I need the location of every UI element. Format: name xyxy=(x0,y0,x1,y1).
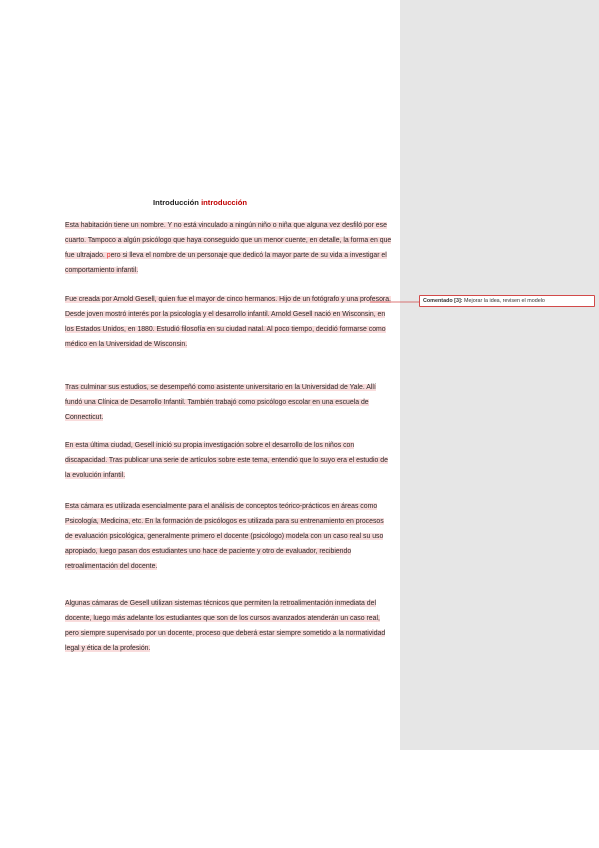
paragraph-5-text: Esta cámara es utilizada esencialmente para el análisis de conceptos teórico-prácticos en áreas como Psicología, Medicina, etc. En la formación de psicólogos es utilizada para su entrenamiento en procesos de evaluación psicológica, generalmente primero el docente (psicólogo) modela con un caso real su uso apropiado, luego pasan dos estudiantes uno hace de paciente y otro de evaluador, recibiendo retroalimentación del docente. xyxy=(65,503,384,571)
paragraph-2 xyxy=(65,292,393,352)
paragraph-1-insert-mark: p xyxy=(104,252,111,260)
paragraph-3-text: Tras culminar sus estudios, se desempeñó como asistente universitario en la Universidad de Yale. Allí fundó una Clínica de Desarrollo Infantil. También trabajó como psicólogo escolar en una escuela de Connecticut. xyxy=(65,384,376,422)
title-inserted-revision: introducción xyxy=(201,198,248,207)
paragraph-4 xyxy=(65,438,393,483)
paragraph-1-text-before: Esta habitación tiene un nombre. Y no está vinculado a ningún niño o niña que alguna vez desfiló por ese cuarto. Tampoco a algún psicólogo que haya conseguido que un menor cuente, en detalle, la forma en que fue ultrajado. xyxy=(65,222,392,260)
paragraph-6 xyxy=(65,596,393,656)
comment-text: Mejorar la idea, revisen el modelo xyxy=(462,298,545,304)
paragraph-4-text: En esta última ciudad, Gesell inició su propia investigación sobre el desarrollo de los niños con discapacidad. Tras publicar una serie de artículos sobre este tema, entendió que lo suyo era el estudio de la evolución infantil. xyxy=(65,442,388,480)
paragraph-1-text-after: ero si lleva el nombre de un personaje que dedicó la mayor parte de su vida a investigar el comportamiento infantil. xyxy=(65,252,387,275)
paragraph-3 xyxy=(65,380,393,425)
paragraph-6-text: Algunas cámaras de Gesell utilizan sistemas técnicos que permiten la retroalimentación inmediata del docente, luego más adelante los estudiantes que son de los cursos avanzados atenderán un caso real, pero siempre supervisado por un docente, proceso que deberá estar siempre sometido a la normatividad legal y ética de la profesión. xyxy=(65,600,386,653)
comment-connector-line xyxy=(370,300,420,304)
paragraph-1 xyxy=(65,218,393,278)
comment-balloon[interactable] xyxy=(419,295,595,307)
comment-label: Comentado [3]: xyxy=(423,298,463,304)
title-original: Introducción xyxy=(152,198,199,207)
paragraph-2-text: Fue creada por Arnold Gesell, quien fue el mayor de cinco hermanos. Hijo de un fotógrafo y una profesora. Desde joven mostró interés por la psicología y el desarrollo infantil. Arnold Gesell nació en Wisconsin, en los Estados Unidos, en 1880. Estudió filosofía en su ciudad natal. Al poco tiempo, decidió formarse como médico en la Universidad de Wisconsin. xyxy=(65,296,391,349)
document-title xyxy=(0,198,400,207)
comment-pane xyxy=(400,0,599,750)
paragraph-5 xyxy=(65,499,393,574)
